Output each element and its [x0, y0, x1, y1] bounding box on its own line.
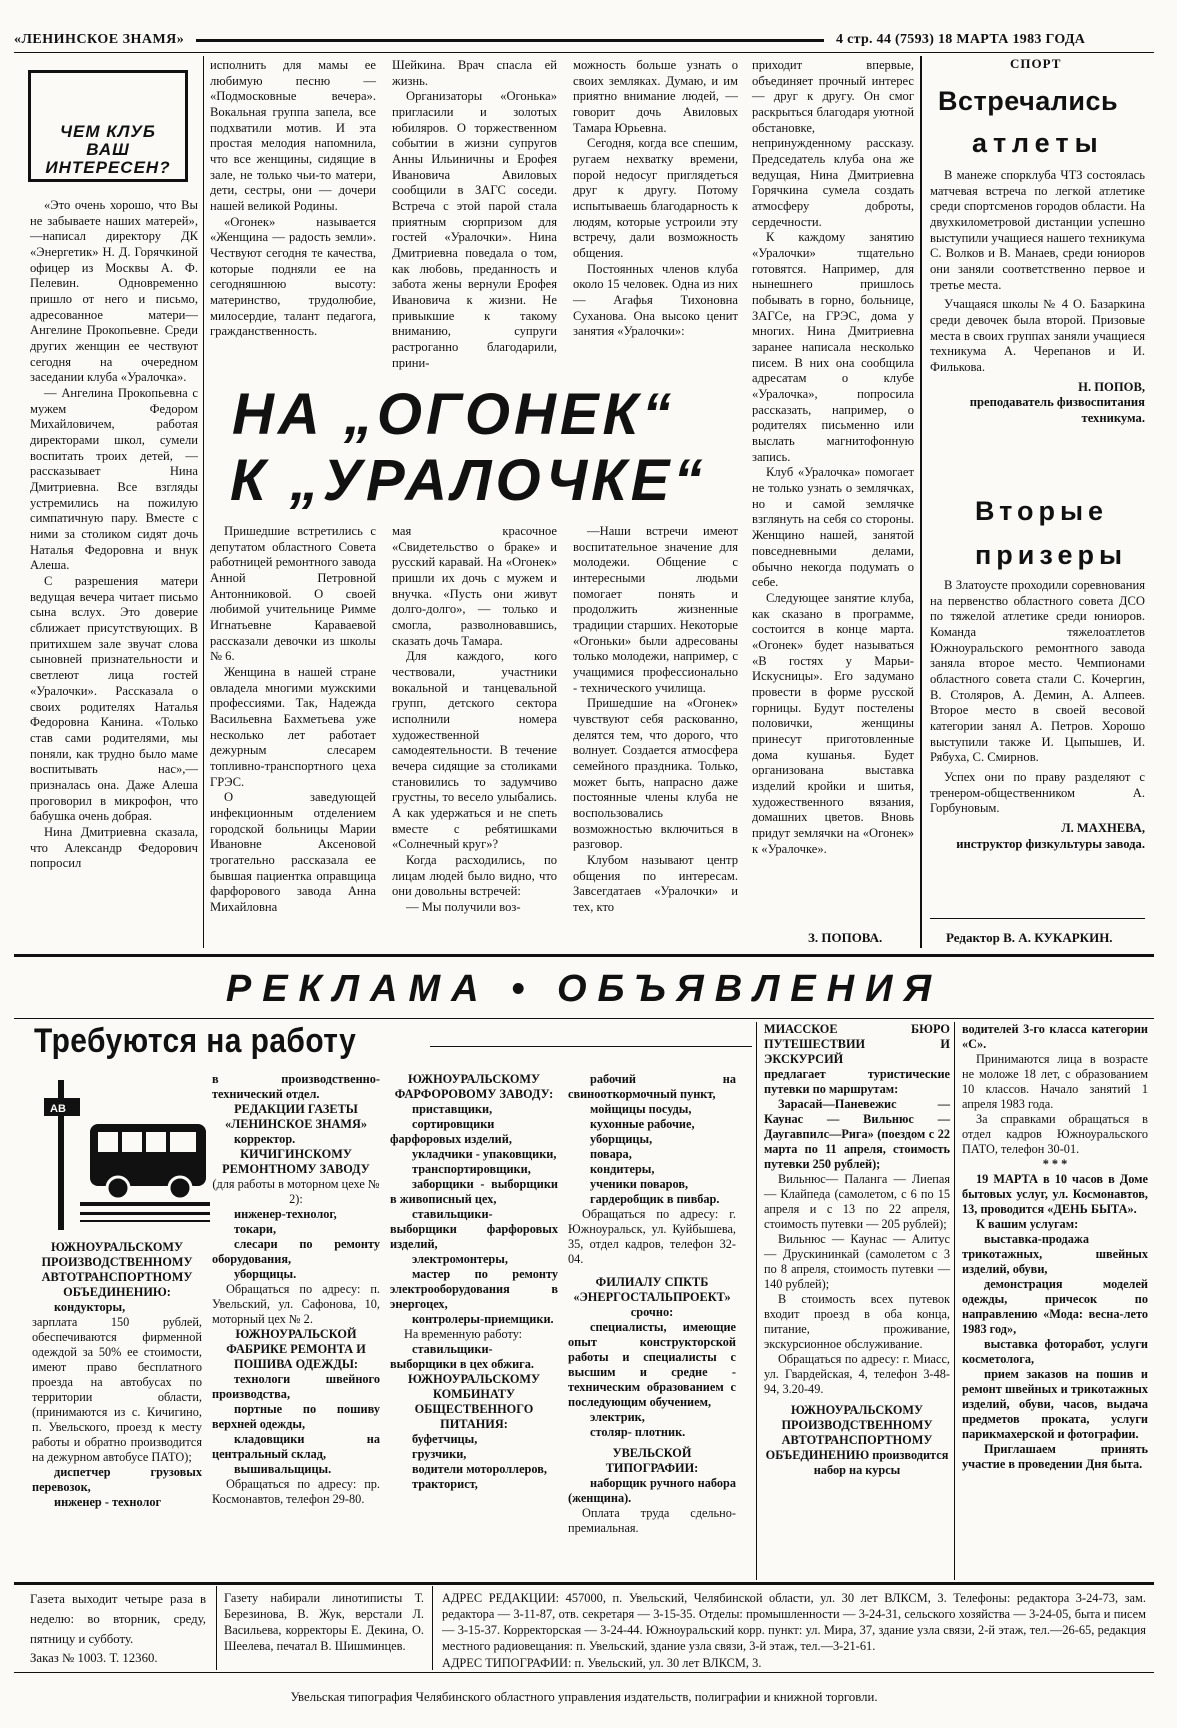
ad-item: водителей 3-го класса категории «С».: [962, 1022, 1148, 1051]
ad-item: электромонтеры,: [412, 1252, 508, 1266]
ad-item: 19 МАРТА в 10 часов в Доме бытовых услуг, ул. Космонавтов, 13, проводится «ДЕНЬ БЫТА».: [962, 1172, 1148, 1216]
ads-divider: [954, 1022, 955, 1580]
article-column-1: [30, 198, 198, 950]
article-column-4b: [573, 524, 738, 950]
bus-illustration: [40, 1080, 210, 1230]
ad-item: корректор.: [234, 1132, 296, 1146]
article-paragraph: мая красочное «Свидетельство о браке» и русский каравай. На «Огонек» пришли их дочь с мужем и внучка. «Пусть они живут долго-долго», — только и смогла, разволновавшись, сказать дочь Тамара.: [392, 524, 557, 648]
footer-bottom-rule: [14, 1672, 1154, 1673]
ad-item: сортировщики фарфоровых изделий,: [390, 1117, 512, 1146]
footer-typesetters-text: Газету набирали линотиписты Т. Березинова, В. Жук, верстали Л. Васильева, корректоры Е. Декина, О. Шеелева, печатал В. Шишминцев.: [224, 1591, 424, 1654]
article-paragraph: Клуб «Уралочка» помогает не только узнать о землячках, но и самой землячке взглянуть на себя со стороны. Женщино нашей, занятой повседневными делами, обычно некогда подумать о себе.: [752, 465, 914, 590]
ad-item: повара,: [590, 1147, 632, 1161]
ad-org: ФИЛИАЛУ СПКТБ «ЭНЕРГОСТАЛЬПРОЕКТ» срочно:: [573, 1275, 731, 1319]
article-paragraph: Постоянных членов клуба около 15 человек. Одна из них — Агафья Тихоновна Суханова. Она высоко ценит занятия «Уралочки»:: [573, 261, 738, 339]
article-paragraph: —Наши встречи имеют воспитательное значение для молодежи. Общение с интересными людьми помогает понять и продолжить жизненные традиции старших. Некоторые «Огоньки» были адресованы только молодежи, например, с учащимися профессионально - технического училища.: [573, 524, 738, 695]
ad-item: слесари по ремонту оборудования,: [212, 1237, 380, 1266]
footer-divider: [216, 1586, 217, 1670]
ad-item: мойщицы посуды,: [590, 1102, 692, 1116]
ad-org: ЮЖНОУРАЛЬСКОМУ ПРОИЗВОДСТВЕННОМУ АВТОТРАНСПОРТНОМУ ОБЪЕДИНЕНИЮ производится набор на курсы: [765, 1403, 949, 1477]
ads-column-3: [390, 1072, 558, 1578]
ad-org: ЮЖНОУРАЛЬСКОМУ ФАРФОРОВОМУ ЗАВОДУ:: [394, 1072, 554, 1101]
sport-paragraph: Успех они по праву разделяют с тренером-общественником А. Горбуновым.: [930, 770, 1145, 816]
svg-text:АВ: АВ: [50, 1103, 66, 1115]
ad-item: прием заказов на пошив и ремонт швейных и трикотажных изделий, обуви, часов, выдача предметов проката, услуги парикмахерской и фотографии.: [962, 1367, 1148, 1441]
ad-item: В стоимость всех путевок входит проезд в оба конца, питание, проживание, экскурсионное обслуживание.: [764, 1292, 950, 1351]
ad-item: кухонные рабочие,: [590, 1117, 695, 1131]
ad-item: кондитеры,: [590, 1162, 655, 1176]
ad-item: ставильщики-выборщики фарфоровых изделий,: [390, 1207, 558, 1251]
article-paragraph: можность больше узнать о своих земляках. Думаю, и им приятно внимание людей, — говорит дочь Авиловых Тамара Юрьевна.: [573, 58, 738, 135]
ad-item: выставка фоторабот, услуги косметолога,: [962, 1337, 1148, 1366]
ad-item: в производственно-технический отдел.: [212, 1072, 380, 1101]
sport-paragraph: Учащаяся школы № 4 О. Базаркина среди девочек была второй. Призовые места в своих группах заняли учащиеся техникума А. Черепанов и И. Филькова.: [930, 297, 1145, 375]
footer-schedule: [30, 1590, 206, 1666]
ad-item: Приглашаем принять участие в проведении Дня быта.: [962, 1442, 1148, 1471]
ads-column-2: [212, 1072, 380, 1578]
article-paragraph: К каждому занятию «Уралочки» тщательно готовятся. Например, для нынешнего пришлось побывать в горно, больнице, ЗАГСе, на ГРЭС, дома у многих. Нина Дмитриевна заранее написала несколько писем. В них она сообщила адресатам о клубе «Уралочка», попросила рассказать, например, о родителях письменно или выслать магнитофонную запись.: [752, 230, 914, 464]
ad-item: тракторист,: [412, 1477, 478, 1491]
ad-item: выставка-продажа трикотажных, швейных изделий, обуви,: [962, 1232, 1148, 1276]
header-rule: [196, 39, 824, 42]
printer-line: Увельская типография Челябинского областного управления издательств, полиграфии и книжной торговли.: [290, 1690, 878, 1704]
ads-banner: РЕКЛАМА • ОБЪЯВЛЕНИЯ: [225, 968, 943, 1010]
ad-item: За справками обращаться в отдел кадров Южноуральского ПАТО, телефон 30-01.: [962, 1112, 1148, 1156]
ad-item: наборщик ручного набора (женщина).: [568, 1476, 736, 1505]
footer-address: [442, 1590, 1146, 1670]
footer-address-print: АДРЕС ТИПОГРАФИИ: п. Увельский, ул. 30 лет ВЛКСМ, 3.: [442, 1655, 762, 1670]
ads-divider: [756, 1022, 757, 1580]
editor-line: Редактор В. А. КУКАРКИН.: [946, 930, 1113, 945]
article-author: З. ПОПОВА.: [808, 930, 883, 945]
ads-top-rule: [14, 954, 1154, 957]
ad-item: водители мотороллеров,: [412, 1462, 547, 1476]
ad-item: вышивальщицы.: [234, 1462, 332, 1476]
article-column-3: [392, 58, 557, 394]
ad-item: токари,: [234, 1222, 277, 1236]
ad-item: портные по пошиву верхней одежды,: [212, 1402, 380, 1431]
ad-item: Обращаться по адресу: г. Миасс, ул. Гвардейская, 4, телефон 3-48-94, 3.20-49.: [764, 1352, 950, 1396]
ad-item: демонстрация моделей одежды, причесок по направлению «Мода: весна-лето 1983 год»,: [962, 1277, 1148, 1336]
article-paragraph: исполнить для мамы ее любимую песню — «Подмосковные вечера». Вокальная группа запела, все подхватили мотив. И эта простая мелодия напомнила, что все женщины, сидящие в зале, не только чьи-то матери, дети, сестры, они — дочери нашей великой Родины.: [210, 58, 376, 214]
bus-icon: [40, 1080, 210, 1230]
ads-column-4: [568, 1072, 736, 1578]
article-column-2b: [210, 524, 376, 950]
ad-item: технологи швейного производства,: [212, 1372, 380, 1401]
article-paragraph: Женщина в нашей стране овладела многими мужскими профессиями. Так, Надежда Васильевна Бахметьева уже несколько лет работает дежурным слесарем топливно-транспортного цеха ГРЭС.: [210, 665, 376, 789]
rubric-box: [28, 70, 188, 182]
sport-title-1a: Встречались: [938, 86, 1119, 116]
ad-item: Принимаются лица в возрасте не моложе 18 лет, с образованием 10 классов. Начало занятий 1 апреля 1983 года.: [962, 1052, 1148, 1111]
ad-org: ЮЖНОУРАЛЬСКОЙ ФАБРИКЕ РЕМОНТА И ПОШИВА ОДЕЖДЫ:: [226, 1327, 366, 1371]
ad-item: укладчики - упаковщики,: [412, 1147, 557, 1161]
sport-title-1b: атлеты: [972, 128, 1104, 158]
ad-item: Оплата труда сдельно-премиальная.: [568, 1506, 736, 1535]
sport-article-1: [930, 168, 1145, 426]
ad-item: уборщицы,: [590, 1132, 653, 1146]
ad-item: столяр- плотник.: [590, 1425, 686, 1439]
ad-item: инженер-технолог,: [234, 1207, 337, 1221]
footer-top-rule: [14, 1582, 1154, 1585]
ad-item: приставщики,: [412, 1102, 493, 1116]
ads-column-6: [962, 1022, 1148, 1578]
article-paragraph: Для каждого, кого чествовали, участники вокальной и танцевальной групп, детского сектора исполнили номера художественной самодеятельности. В течение вечера сидящие за столиками становились то задумчиво грустны, то весело улыбались. А как удержаться и не спеть вместе с ребятишками «Солнечный круг»?: [392, 649, 557, 852]
ads-column-1: [32, 1240, 202, 1578]
ad-item: На временную работу:: [404, 1327, 523, 1341]
article-paragraph: — Ангелина Прокопьевна с мужем Федором Михайловичем, работая директорами школ, сумели воспитать троих детей, — рассказывает Нина Дмитриевна. Все взгляды устремились на пожилую симпатичную пару. Вместе с ними за столиком сидят дочь Наталья Федоровна и внук Алеша.: [30, 386, 198, 573]
sport-divider: [920, 56, 922, 948]
footer-typesetters: [224, 1590, 424, 1670]
headline-line-1: НА „ОГОНЕК“: [232, 382, 676, 447]
ad-item: мастер по ремонту электрооборудования в энергоцех,: [390, 1267, 558, 1311]
rubric-text: ЧЕМ КЛУБ ВАШ ИНТЕРЕСЕН?: [45, 122, 171, 177]
footer-schedule-text: Газета выходит четыре раза в неделю: во вторник, среду, пятницу и субботу.: [30, 1592, 206, 1646]
sport-author: Н. ПОПОВ,: [1078, 379, 1145, 394]
sport-title-2a: Вторые: [975, 496, 1109, 526]
article-column-3b: [392, 524, 557, 950]
ad-item: электрик,: [590, 1410, 645, 1424]
article-paragraph: Нина Дмитриевна сказала, что Александр Федорович попросил: [30, 824, 198, 871]
article-paragraph: «Огонек» называется «Женщина — радость земли». Чествуют сегодня те качества, которые подняли ее на сегодняшнюю высоту: материнство, трудолюбие, милосердие, талант педагога, гражданственность.: [210, 214, 376, 339]
ads-banner-rule: [14, 1018, 1154, 1019]
article-paragraph: Следующее занятие клуба, как сказано в программе, состоится в конце марта. «Огонек» будет называться «В гостях у Марьи-Искусницы». Его задумано провести в форме русской горницы. Будут постелены половички, женщины принесут приготовленные дома кушанья. Будет организована выставка изделий кройки и шитья, художественного вязания, домашних цветов. Вновь придут землячки на «Огонек» к «Уралочке».: [752, 590, 914, 856]
article-paragraph: Организаторы «Огонька» пригласили и золотых юбиляров. О торжественном событии в жизни супругов Анны Ильиничны и Ерофея Ивановича Авиловых сообщили в ЗАГС соседи. Встреча с этой парой стала приятным сюрпризом для гостей «Уралочки». Нина Дмитриевна поведала о том, как любовь, преданность и забота жены вернули Ерофея Ивановича к жизни. Не привыкшие к такому вниманию, супруги растроганно благодарили, прини-: [392, 89, 557, 370]
ad-item: инженер - технолог: [54, 1495, 162, 1509]
sport-title-2b: призеры: [975, 540, 1128, 570]
newspaper-name: «ЛЕНИНСКОЕ ЗНАМЯ»: [14, 32, 185, 47]
ad-item: буфетчицы,: [412, 1432, 478, 1446]
article-paragraph: Сегодня, когда все спешим, ругаем нехватку времени, порой недосуг приглядеться друг к другу. Потому испытываешь благодарность к людям, которые устроили эту встречу, дали возможность общения.: [573, 136, 738, 261]
article-column-5: [752, 58, 914, 924]
sport-rule: [930, 918, 1145, 919]
ad-item: Обращаться по адресу: пр. Космонавтов, телефон 29-80.: [212, 1477, 380, 1506]
ad-item: предлагает туристические путевки по маршрутам:: [764, 1067, 950, 1096]
article-paragraph: «Это очень хорошо, что Вы не забываете наших матерей», —написал директору ДК «Энергетик» Н. Д. Горячкиной офицер из Москвы А. Ф. Пелевин. Одновременно пришло от него и письмо, адресованное матери— Ангелине Прокопьевне. Среди других женщин ее чествуют сегодня на очередном заседании клуба «Уралочка».: [30, 198, 198, 385]
col-divider: [203, 56, 204, 948]
article-paragraph: Пришедшие встретились с депутатом областного Совета работницей ремонтного завода Анной Петровной Антонниковой. О своей любимой учительнице Римме Игнатьевне Караваевой рассказали девочки из школы № 6.: [210, 524, 376, 664]
ad-item: гардеробщик в пивбар.: [590, 1192, 720, 1206]
sport-rubric: СПОРТ: [1010, 56, 1062, 71]
ad-item: Обращаться по адресу: п. Увельский, ул. Сафонова, 10, моторный цех № 2.: [212, 1282, 380, 1326]
sport-author-role: преподаватель физвоспитания техникума.: [969, 395, 1145, 426]
ad-org: ЮЖНОУРАЛЬСКОМУ КОМБИНАТУ ОБЩЕСТВЕННОГО ПИТАНИЯ:: [407, 1372, 541, 1431]
ad-item: грузчики,: [412, 1447, 467, 1461]
article-paragraph: Шейкина. Врач спасла ей жизнь.: [392, 58, 557, 88]
ad-item: Обращаться по адресу: г. Южноуральск, ул. Куйбышева, 35, отдел кадров, телефон 32-04.: [568, 1207, 736, 1266]
headline-line-2: К „УРАЛОЧКЕ“: [230, 448, 707, 513]
article-paragraph: — Мы получили воз-: [406, 900, 521, 915]
ad-item: транспортировщики,: [412, 1162, 531, 1176]
ad-item: Вильнюс— Паланга — Лиепая — Клайпеда (самолетом, с 6 по 15 апреля и с 13 по 22 апреля, стоимость путевки — 205 рублей);: [764, 1172, 950, 1231]
article-paragraph: Когда расходились, по лицам людей было видно, что они довольны встречей:: [392, 853, 557, 899]
footer-divider: [432, 1586, 433, 1670]
ad-org: РЕДАКЦИИ ГАЗЕТЫ «ЛЕНИНСКОЕ ЗНАМЯ»: [224, 1102, 368, 1131]
article-paragraph: Клубом называют центр общения по интересам. Завсегдатаев «Уралочки» и тех, кто: [573, 853, 738, 915]
ad-separator: * * *: [1042, 1157, 1068, 1171]
article-column-2: [210, 58, 376, 394]
ad-org: ЮЖНОУРАЛЬСКОМУ ПРОИЗВОДСТВЕННОМУ АВТОТРАНСПОРТНОМУ ОБЪЕДИНЕНИЮ:: [41, 1240, 193, 1299]
article-paragraph: приходит впервые, объединяет прочный интерес — друг к другу. Он смог раскрыться благодаря уютной обстановке, непринужденному рассказу. Председатель клуба она же ведущая, Нина Дмитриевна Горячкина сумела создать атмосферу доброты, сердечности.: [752, 58, 914, 229]
sport-author-role: инструктор физкультуры завода.: [956, 836, 1145, 851]
article-paragraph: С разрешения матери ведущая вечера читает письмо сына вслух. Это доверие сближает присутствующих. В притихшем зале звучат слова сыновней признательности и светлеют лица гостей «Уралочки». Рассказала о своих родителях Наталья Федоровна Канина. «Только став сами родителями, мы поняли, как трудно было маме воспитывать нас»,—призналась она. Даже Алеша проговорил в микрофон, что бабушка очень добрая.: [30, 574, 198, 824]
ad-item: кладовщики на центральный склад,: [212, 1432, 380, 1461]
page-info: 4 стр. 44 (7593) 18 МАРТА 1983 ГОДА: [836, 32, 1086, 47]
sport-paragraph: В манеже спорклуба ЧТЗ состоялась матчевая встреча по легкой атлетике среди спортсменов городов области. На двухкилометровой дистанции успешно выступили учащиеся нашего техникума С. Волков и В. Манаев, среди юниоров они заняли соответственно первое и третье места.: [930, 168, 1145, 292]
ad-item: ставильщики-выборщики в цех обжига.: [390, 1342, 534, 1371]
ad-item: Вильнюс — Каунас — Алитус — Друскининкай (самолетом с 3 по 8 апреля, стоимость путевки — 140 рублей);: [764, 1232, 950, 1291]
footer-address-text: АДРЕС РЕДАКЦИИ: 457000, п. Увельский, Челябинской области, ул. 30 лет ВЛКСМ, 3. Телефоны: редактора 3-24-73, зам. редактора — 3-11-87, отв. секретаря — 3-15-35. Отделы: промышленности — 3-24-31, сельского хозяйства — 3-24-05, быта и писем — 3-15-37. Корректорская — 3-24-44. Южноуральский корр. пункт: ул. Мира, 37, здание узла связи, 2-й этаж, тел.—26-65, редакция местного радиовещания: п. Увельский, здание узла связи, 3-й этаж, тел.—3-21-61.: [442, 1591, 1146, 1654]
jobs-title: Требуются на работу: [34, 1022, 357, 1060]
ad-item: (для работы в моторном цехе № 2):: [212, 1177, 380, 1206]
article-paragraph: О заведующей инфекционным отделением городской больницы Марии Ивановне Аксеновой трогательно рассказала ее бывшая пациентка оправщица фарфорового завода Анна Михайловна: [210, 790, 376, 915]
sport-article-2: [930, 578, 1145, 908]
ad-item: зарплата 150 рублей, обеспечиваются фирменной одеждой за 50% ее стоимости, имеют право бесплатного проезда на автобусах по территории области, (принимаются из с. Кичигино, п. Увельского, проезд к месту работы и обратно производится на дежурном автобусе ПАТО);: [32, 1315, 202, 1464]
jobs-title-rule: [430, 1046, 752, 1047]
ad-item: диспетчер грузовых перевозок,: [32, 1465, 202, 1494]
article-column-4: [573, 58, 738, 394]
ad-item: заборщики - выборщики в живописный цех,: [390, 1177, 558, 1206]
ad-item: кондукторы,: [54, 1300, 126, 1314]
ad-org: УВЕЛЬСКОЙ ТИПОГРАФИИ:: [605, 1446, 699, 1475]
footer-order: Заказ № 1003. Т. 12360.: [30, 1651, 158, 1666]
ad-item: контролеры-приемщики.: [412, 1312, 554, 1326]
sport-paragraph: В Златоусте проходили соревнования на первенство областного совета ДСО по тяжелой атлетике среди юниоров. Команда тяжелоатлетов Южноуральского ремонтного завода заняла второе место. Чемпионами областного совета стали С. Кочергин, В. Столяров, А. Демин, А. Алпеев. Второе место в своей весовой категории занял А. Петров. Хорошо выступили также И. Цыпышев, И. Рябуха, С. Смирнов.: [930, 578, 1145, 765]
ad-item: Зарасай—Паневежис — Каунас — Вильнюс —Даугавпилс—Рига» (поездом с 22 марта по 11 апреля, стоимость путевки 250 рублей);: [764, 1097, 950, 1171]
ads-column-5: [764, 1022, 950, 1578]
sport-author: Л. МАХНЕВА,: [1061, 821, 1145, 836]
ad-org: МИАССКОЕ БЮРО ПУТЕШЕСТВИИ И ЭКСКУРСИЙ: [764, 1022, 950, 1066]
ad-item: уборщицы.: [234, 1267, 297, 1281]
header-bottom-rule: [14, 52, 1154, 53]
ad-item: К вашим услугам:: [976, 1217, 1079, 1231]
ad-item: специалисты, имеющие опыт конструкторской работы и специалисты с высшим и средне - техническим образованием с последующим обучением,: [568, 1320, 736, 1409]
ad-item: ученики поваров,: [590, 1177, 689, 1191]
article-paragraph: Пришедшие на «Огонек» чувствуют себя раскованно, делятся тем, что дорого, что волнует. Создается атмосфера семейного праздника. Только, может быть, напрасно даже постоянные члены клуба не воспользовались возможностью включиться в разговор.: [573, 696, 738, 852]
ad-item: рабочий на свинооткормочный пункт,: [568, 1072, 736, 1101]
ad-org: КИЧИГИНСКОМУ РЕМОНТНОМУ ЗАВОДУ: [222, 1147, 370, 1176]
